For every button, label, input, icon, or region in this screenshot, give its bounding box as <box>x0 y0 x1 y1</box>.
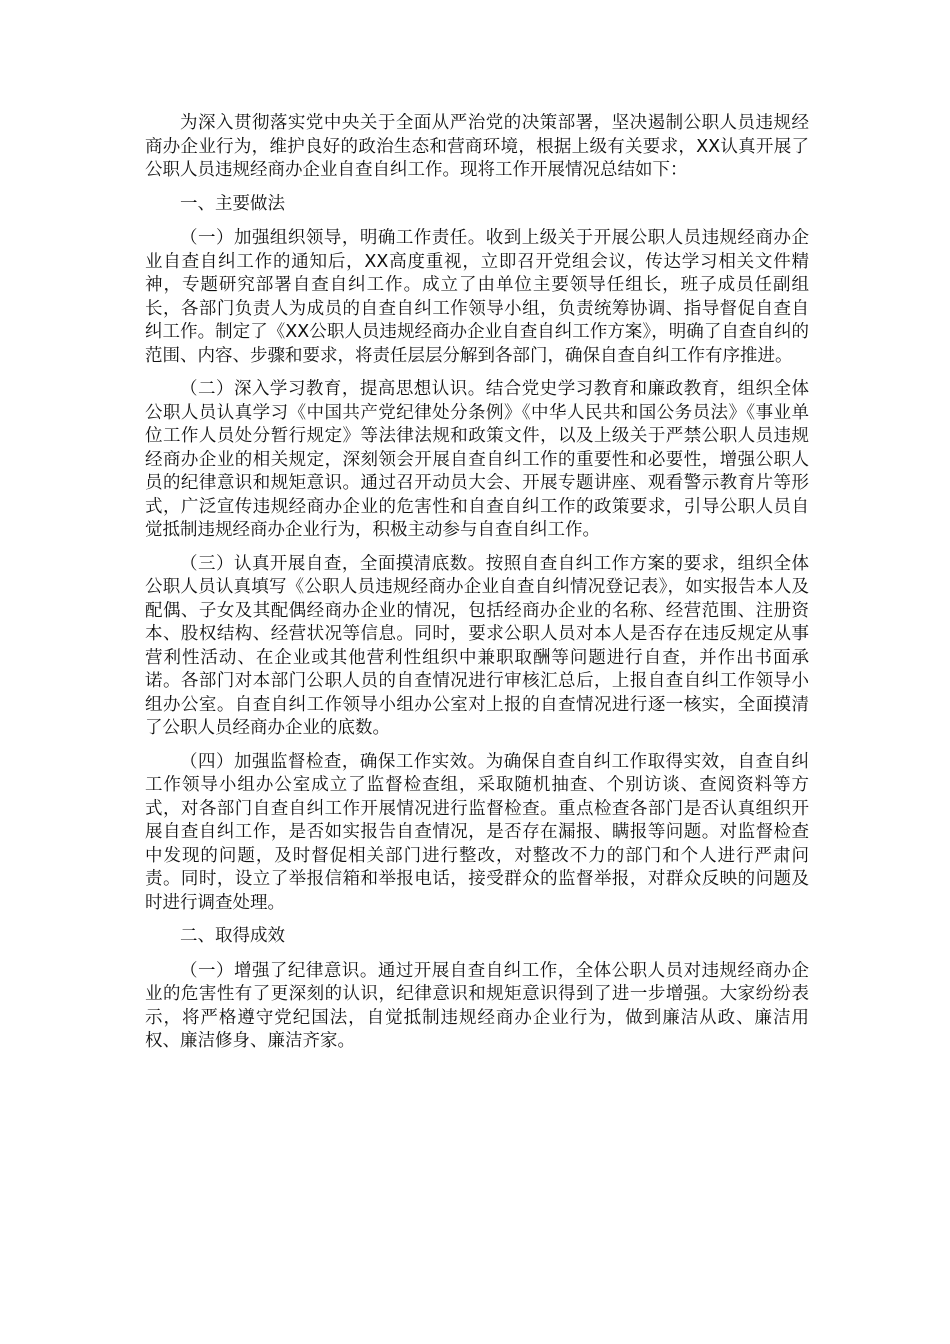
paragraph-organization-leadership: （一）加强组织领导，明确工作责任。收到上级关于开展公职人员违规经商办企业自查自纠工作的通知后，XX高度重视，立即召开党组会议，传达学习相关文件精神，专题研究部署自查自纠工作。成立了由单位主要领导任组长，班子成员任副组长，各部门负责人为成员的自查自纠工作领导小组，负责统筹协调、指导督促自查自纠工作。制定了《XX公职人员违规经商办企业自查自纠工作方案》，明确了自查自纠的范围、内容、步骤和要求，将责任层层分解到各部门，确保自查自纠工作有序推进。 <box>145 228 809 366</box>
paragraph-study-education: （二）深入学习教育，提高思想认识。结合党史学习教育和廉政教育，组织全体公职人员认真学习《中国共产党纪律处分条例》《中华人民共和国公务员法》《事业单位工作人员处分暂行规定》等法律法规和政策文件，以及上级关于严禁公职人员违规经商办企业的相关规定，深刻领会开展自查自纠工作的重要性和必要性，增强公职人员的纪律意识和规矩意识。通过召开动员大会、开展专题讲座、观看警示教育片等形式，广泛宣传违规经商办企业的危害性和自查自纠工作的政策要求，引导公职人员自觉抵制违规经商办企业行为，积极主动参与自查自纠工作。 <box>145 379 809 540</box>
paragraph-self-inspection: （三）认真开展自查，全面摸清底数。按照自查自纠工作方案的要求，组织全体公职人员认真填写《公职人员违规经商办企业自查自纠情况登记表》，如实报告本人及配偶、子女及其配偶经商办企业的情况，包括经商办企业的名称、经营范围、注册资本、股权结构、经营状况等信息。同时，要求公职人员对本人是否存在违反规定从事营利性活动、在企业或其他营利性组织中兼职取酬等问题进行自查，并作出书面承诺。各部门对本部门公职人员的自查情况进行审核汇总后，上报自查自纠工作领导小组办公室。自查自纠工作领导小组办公室对上报的自查情况进行逐一核实，全面摸清了公职人员经商办企业的底数。 <box>145 553 809 738</box>
section-heading-main-practices: 一、主要做法 <box>180 193 285 214</box>
document-body <box>145 112 809 1064</box>
intro-paragraph: 为深入贯彻落实党中央关于全面从严治党的决策部署，坚决遏制公职人员违规经商办企业行为，维护良好的政治生态和营商环境，根据上级有关要求，XX认真开展了公职人员违规经商办企业自查自纠工作。现将工作开展情况总结如下： <box>145 113 809 180</box>
paragraph-discipline-awareness: （一）增强了纪律意识。通过开展自查自纠工作，全体公职人员对违规经商办企业的危害性有了更深刻的认识，纪律意识和规矩意识得到了进一步增强。大家纷纷表示，将严格遵守党纪国法，自觉抵制违规经商办企业行为，做到廉洁从政、廉洁用权、廉洁修身、廉洁齐家。 <box>145 960 809 1051</box>
section-heading-results: 二、取得成效 <box>180 926 285 946</box>
paragraph-supervision: （四）加强监督检查，确保工作实效。为确保自查自纠工作取得实效，自查自纠工作领导小组办公室成立了监督检查组，采取随机抽查、个别访谈、查阅资料等方式，对各部门自查自纠工作开展情况进行监督检查。重点检查各部门是否认真组织开展自查自纠工作，是否如实报告自查情况，是否存在漏报、瞒报等问题。对监督检查中发现的问题，及时督促相关部门进行整改，对整改不力的部门和个人进行严肃问责。同时，设立了举报信箱和举报电话，接受群众的监督举报，对群众反映的问题及时进行调查处理。 <box>145 751 809 913</box>
